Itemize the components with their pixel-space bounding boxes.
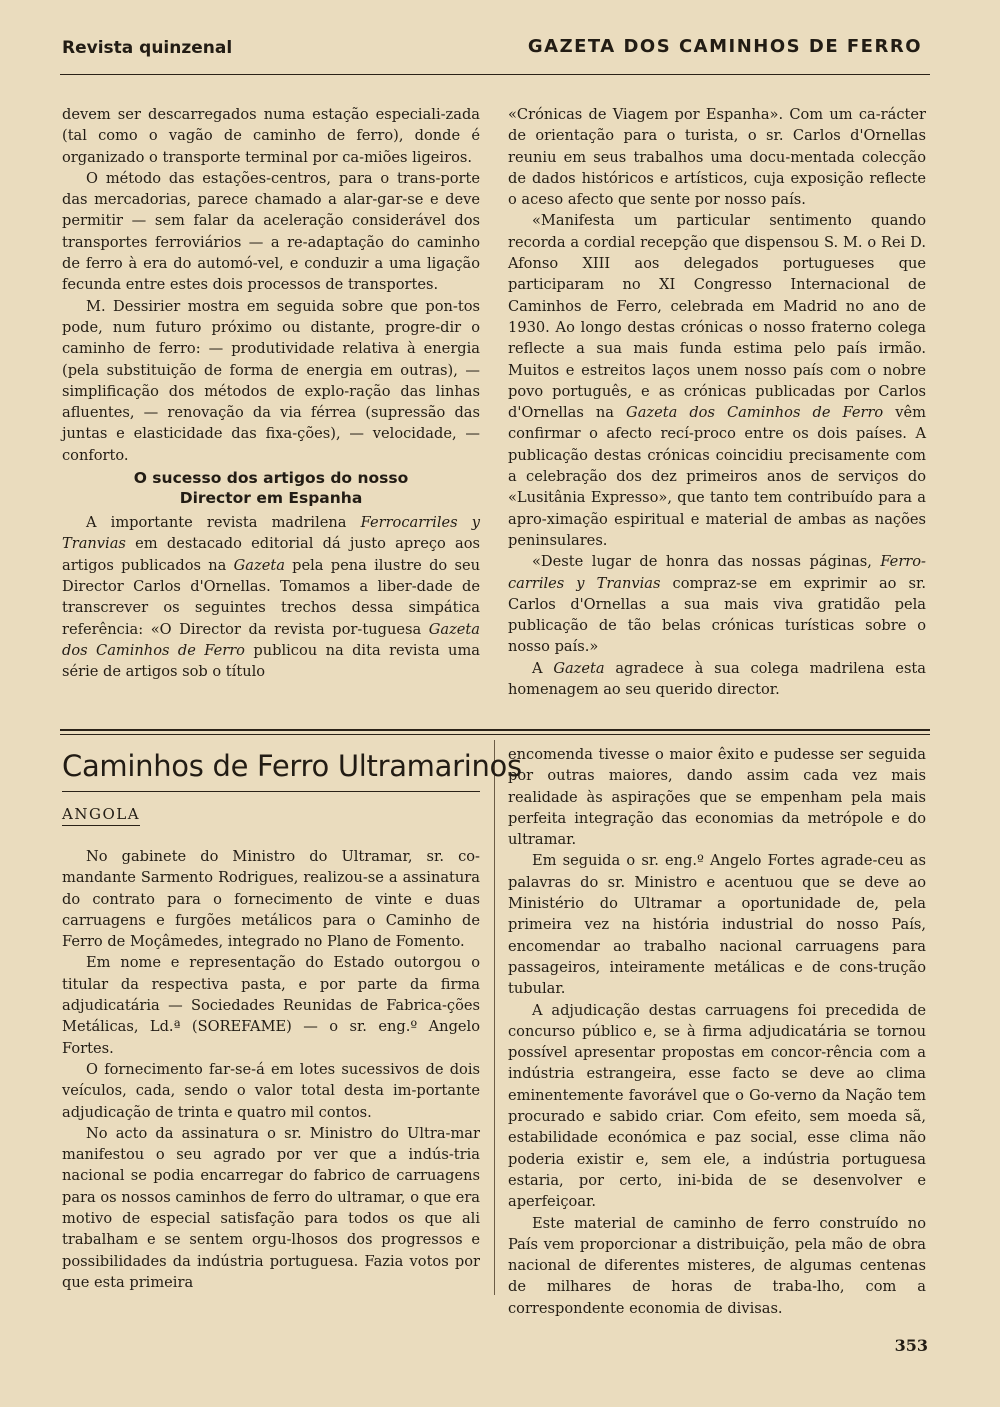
paragraph: Em nome e representação do Estado outorgou o titular da respectiva pasta, e por parte da firma adjudicatária — Sociedades Reunidas de Fabrica-ções Metálicas, Ld.ª (SOREFAME) — o sr. eng.º Angelo Fortes.: [62, 954, 480, 1057]
running-header-title: GAZETA DOS CAMINHOS DE FERRO: [527, 36, 922, 57]
page-number: 353: [894, 1336, 928, 1355]
paragraph: A adjudicação destas carruagens foi precedida de concurso público e, se à firma adjudicatária se tornou possível apresentar propostas em concor-rência com a indústria estrangeira, esse facto se deve ao clima eminentemente favorável que o Go-verno da Nação tem procurado e sabido criar. Com efeito, sem moeda sã, estabilidade económica e paz social, esse clima não poderia existir e, sem ele, a indústria portuguesa estaria, por certo, ini-bida de se desenvolver e aperfeiçoar.: [508, 1001, 926, 1211]
column-bottom-right: [508, 744, 926, 1319]
italic-title: Gazeta dos Caminhos de Ferro: [62, 620, 480, 659]
paragraph: Em seguida o sr. eng.º Angelo Fortes agrade-ceu as palavras do sr. Ministro e acentuou que se deve ao Ministério do Ultramar a oportunidade de, pela primeira vez na história industrial do nosso País, encomendar ao trabalho nacional carruagens para passageiros, inteiramente metálicas e de cons-trução tubular.: [508, 852, 926, 998]
article-heading-line-2: Director em Espanha: [179, 489, 363, 508]
paragraph: «Manifesta um particular sentimento quando recorda a cordial recepção que dispensou S. M. o Rei D. Afonso XIII aos delegados portugueses que participaram no XI Congresso Internacional de Caminhos de Ferro, celebrada em Madrid no ano de 1930. Ao longo destas crónicas o nosso fraterno colega reflecte a sua mais funda estima pelo país irmão. Muitos e estreitos laços unem nosso país com o nobre povo português, e as crónicas publicadas por Carlos d'Ornellas na Gazeta dos Caminhos de Ferro vêm confirmar o afecto recí-proco entre os dois países. A publicação destas crónicas coincidiu precisamente com a celebração dos dez primeiros anos de serviços do «Lusitânia Expresso», que tanto tem contribuído para a apro-ximação espiritual e material de ambas as nações peninsulares.: [508, 212, 926, 549]
paragraph: M. Dessirier mostra em seguida sobre que pon-tos pode, num futuro próximo ou distante, progre-dir o caminho de ferro: — produtividade relativa à energia (pela substituição de forma de energia em outras), — simplificação dos métodos de explo-ração das linhas afluentes, — renovação da via férrea (supressão das juntas e elasticidade das fixa-ções), — velocidade, — conforto.: [62, 297, 480, 464]
paragraph: devem ser descarregados numa estação especiali-zada (tal como o vagão de caminho de ferro), donde é organizado o transporte terminal por ca-miões ligeiros.: [62, 106, 480, 166]
section-subhead: ANGOLA: [62, 805, 140, 826]
article-heading-line-1: O sucesso dos artigos do nosso: [133, 469, 409, 488]
paragraph: No gabinete do Ministro do Ultramar, sr. co-mandante Sarmento Rodrigues, realizou-se a assinatura do contrato para o fornecimento de vinte e duas carruagens e furgões metálicos para o Caminho de Ferro de Moçâmedes, integrado no Plano de Fomento.: [62, 848, 480, 951]
running-header-left: Revista quinzenal: [62, 38, 233, 58]
italic-title: Gazeta dos Caminhos de Ferro: [626, 404, 884, 422]
paragraph: A importante revista madrilena Ferrocarriles y Tranvias em destacado editorial dá justo apreço aos artigos publicados na Gazeta pela pena ilustre do seu Director Carlos d'Ornellas. Tomamos a liber-dade de transcrever os seguintes trechos dessa simpática referência: «O Director da revista por-tuguesa Gazeta dos Caminhos de Ferro publicou na dita revista uma série de artigos sob o título: [62, 514, 481, 681]
column-separator: [494, 740, 495, 1295]
paragraph: encomenda tivesse o maior êxito e pudesse ser seguida por outras maiores, dando assim cada vez mais realidade às aspirações que se empenham pela mais perfeita integração das economias da metrópole e do ultramar.: [508, 746, 926, 849]
italic-title: Ferrocarriles y Tranvias: [62, 514, 481, 553]
paragraph: «Crónicas de Viagem por Espanha». Com um ca-rácter de orientação para o turista, o sr. Carlos d'Ornellas reuniu em seus trabalhos uma docu-mentada colecção de dados históricos e artísticos, cuja exposição reflecte o aceso afecto que sente por nosso país.: [508, 106, 926, 209]
column-top-left: [62, 104, 480, 682]
section-divider-thin: [60, 734, 930, 735]
section-divider: [60, 729, 930, 731]
header-rule: [60, 74, 930, 75]
column-top-right: [508, 104, 926, 700]
column-bottom-left: [62, 846, 480, 1293]
paragraph: No acto da assinatura o sr. Ministro do Ultra-mar manifestou o seu agrado por ver que a indús-tria nacional se podia encarregar do fabrico de carruagens para os nossos caminhos de ferro do ultramar, o que era motivo de especial satisfação para todos os que ali trabalham e se sentem orgu-lhosos dos progressos e possibilidades da indústria portuguesa. Fazia votos por que esta primeira: [62, 1124, 480, 1291]
paragraph: A Gazeta agradece à sua colega madrilena esta homenagem ao seu querido director.: [508, 659, 926, 699]
italic-title: Ferro-carriles y Tranvias: [508, 553, 926, 592]
section-title: Caminhos de Ferro Ultramarinos: [62, 749, 522, 783]
paragraph: O fornecimento far-se-á em lotes sucessivos de dois veículos, cada, sendo o valor total desta im-portante adjudicação de trinta e quatro mil contos.: [62, 1060, 480, 1121]
italic-title: Gazeta: [233, 556, 285, 574]
paragraph: Este material de caminho de ferro construído no País vem proporcionar a distribuição, pela mão de obra nacional de diferentes misteres, de algumas centenas de milhares de horas de traba-lho, com a correspondente economia de divisas.: [508, 1214, 926, 1317]
title-rule: [62, 791, 480, 792]
paragraph: «Deste lugar de honra das nossas páginas, Ferro-carriles y Tranvias compraz-se em exprimir ao sr. Carlos d'Ornellas a sua mais viva gratidão pela publicação de tão belas crónicas turísticas sobre o nosso país.»: [508, 553, 926, 656]
article-heading: [62, 468, 480, 508]
paragraph: O método das estações-centros, para o trans-porte das mercadorias, parece chamado a alar-gar-se e deve permitir — sem falar da aceleração considerável dos transportes ferroviários — a re-adaptação do caminho de ferro à era do automó-vel, e conduzir a uma ligação fecunda entre estes dois processos de transportes.: [62, 169, 480, 294]
italic-title: Gazeta: [553, 659, 605, 677]
